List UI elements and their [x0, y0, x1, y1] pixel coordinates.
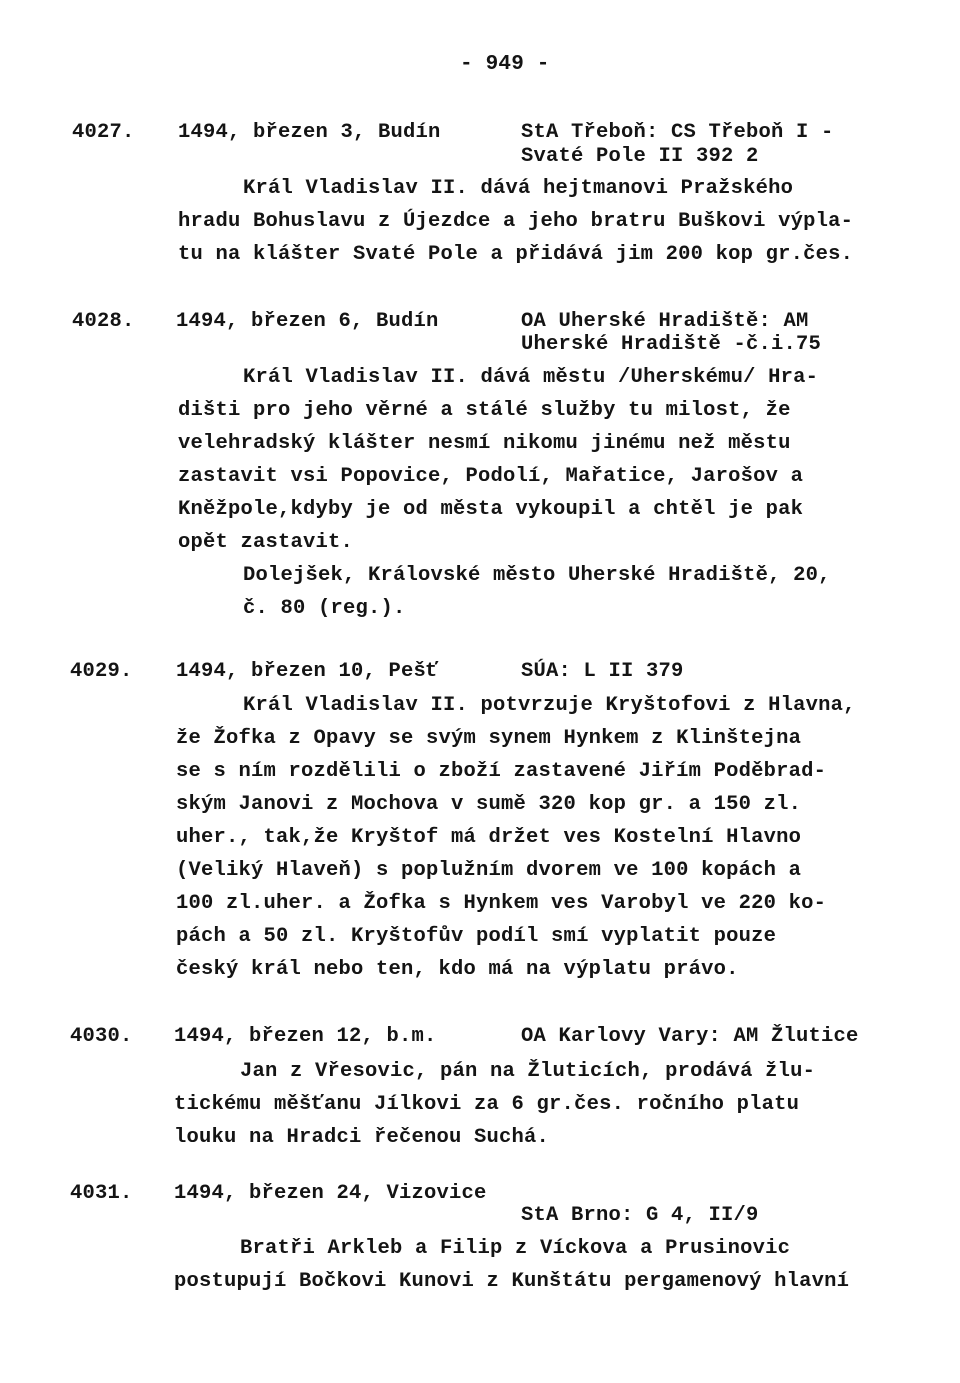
entry-date-place: 1494, březen 12, b.m.: [174, 1025, 437, 1048]
entry-date-place: 1494, březen 3, Budín: [178, 121, 441, 144]
entry-body-line: uher., tak,že Kryštof má držet ves Kostelní Hlavno: [176, 826, 802, 849]
entry-body-line: že Žofka z Opavy se svým synem Hynkem z Klinštejna: [176, 727, 802, 750]
entry-archive-line: Svaté Pole II 392 2: [521, 145, 759, 168]
page-number: - 949 -: [460, 53, 550, 76]
entry-archive-line: OA Karlovy Vary: AM Žlutice: [521, 1025, 859, 1048]
entry-body-line: pách a 50 zl. Kryštofův podíl smí vyplatit pouze: [176, 925, 777, 948]
entry-number: 4029.: [70, 660, 133, 683]
entry-archive-line: StA Brno: G 4, II/9: [521, 1204, 759, 1227]
entry-note-line: č. 80 (reg.).: [243, 597, 406, 620]
entry-body-line: dišti pro jeho věrné a stálé služby tu milost, že: [178, 399, 791, 422]
entry-number: 4027.: [72, 121, 135, 144]
entry-body-line: tickému měšťanu Jílkovi za 6 gr.čes. ročního platu: [174, 1093, 800, 1116]
entry-body-line: český král nebo ten, kdo má na výplatu právo.: [176, 958, 739, 981]
entry-body-line: Kněžpole,kdyby je od města vykoupil a chtěl je pak: [178, 498, 804, 521]
entry-body-line: Král Vladislav II. potvrzuje Kryštofovi z Hlavna,: [243, 694, 856, 717]
entry-date-place: 1494, březen 24, Vizovice: [174, 1182, 487, 1205]
entry-body-line: louku na Hradci řečenou Suchá.: [174, 1126, 550, 1149]
entry-body-line: Jan z Vřesovic, pán na Žluticích, prodává žlu-: [240, 1060, 816, 1083]
entry-archive-line: Uherské Hradiště -č.i.75: [521, 333, 822, 356]
entry-body-line: hradu Bohuslavu z Újezdce a jeho bratru Buškovi výpla-: [178, 210, 854, 233]
entry-date-place: 1494, březen 10, Pešť: [176, 660, 439, 683]
entry-body-line: se s ním rozdělili o zboží zastavené Jiřím Poděbrad-: [176, 760, 827, 783]
entry-number: 4028.: [72, 310, 135, 333]
entry-archive-line: StA Třeboň: CS Třeboň I -: [521, 121, 834, 144]
entry-archive-line: SÚA: L II 379: [521, 660, 684, 683]
entry-body-line: zastavit vsi Popovice, Podolí, Mařatice, Jarošov a: [178, 465, 804, 488]
entry-body-line: ským Janovi z Mochova v sumě 320 kop gr. a 150 zl.: [176, 793, 802, 816]
entry-body-line: Bratři Arkleb a Filip z Víckova a Prusinovic: [240, 1237, 791, 1260]
entry-body-line: Král Vladislav II. dává městu /Uherskému/ Hra-: [243, 366, 819, 389]
entry-body-line: tu na klášter Svaté Pole a přidává jim 200 kop gr.čes.: [178, 243, 854, 266]
entry-body-line: 100 zl.uher. a Žofka s Hynkem ves Varobyl ve 220 ko-: [176, 892, 827, 915]
entry-number: 4030.: [70, 1025, 133, 1048]
entry-note-line: Dolejšek, Královské město Uherské Hradiště, 20,: [243, 564, 831, 587]
entry-body-line: opět zastavit.: [178, 531, 354, 554]
entry-body-line: postupují Bočkovi Kunovi z Kunštátu pergamenový hlavní: [174, 1270, 850, 1293]
entry-body-line: velehradský klášter nesmí nikomu jinému než městu: [178, 432, 791, 455]
entry-date-place: 1494, březen 6, Budín: [176, 310, 439, 333]
entry-body-line: Král Vladislav II. dává hejtmanovi Pražského: [243, 177, 794, 200]
entry-archive-line: OA Uherské Hradiště: AM: [521, 310, 809, 333]
entry-body-line: (Veliký Hlaveň) s poplužním dvorem ve 100 kopách a: [176, 859, 802, 882]
entry-number: 4031.: [70, 1182, 133, 1205]
